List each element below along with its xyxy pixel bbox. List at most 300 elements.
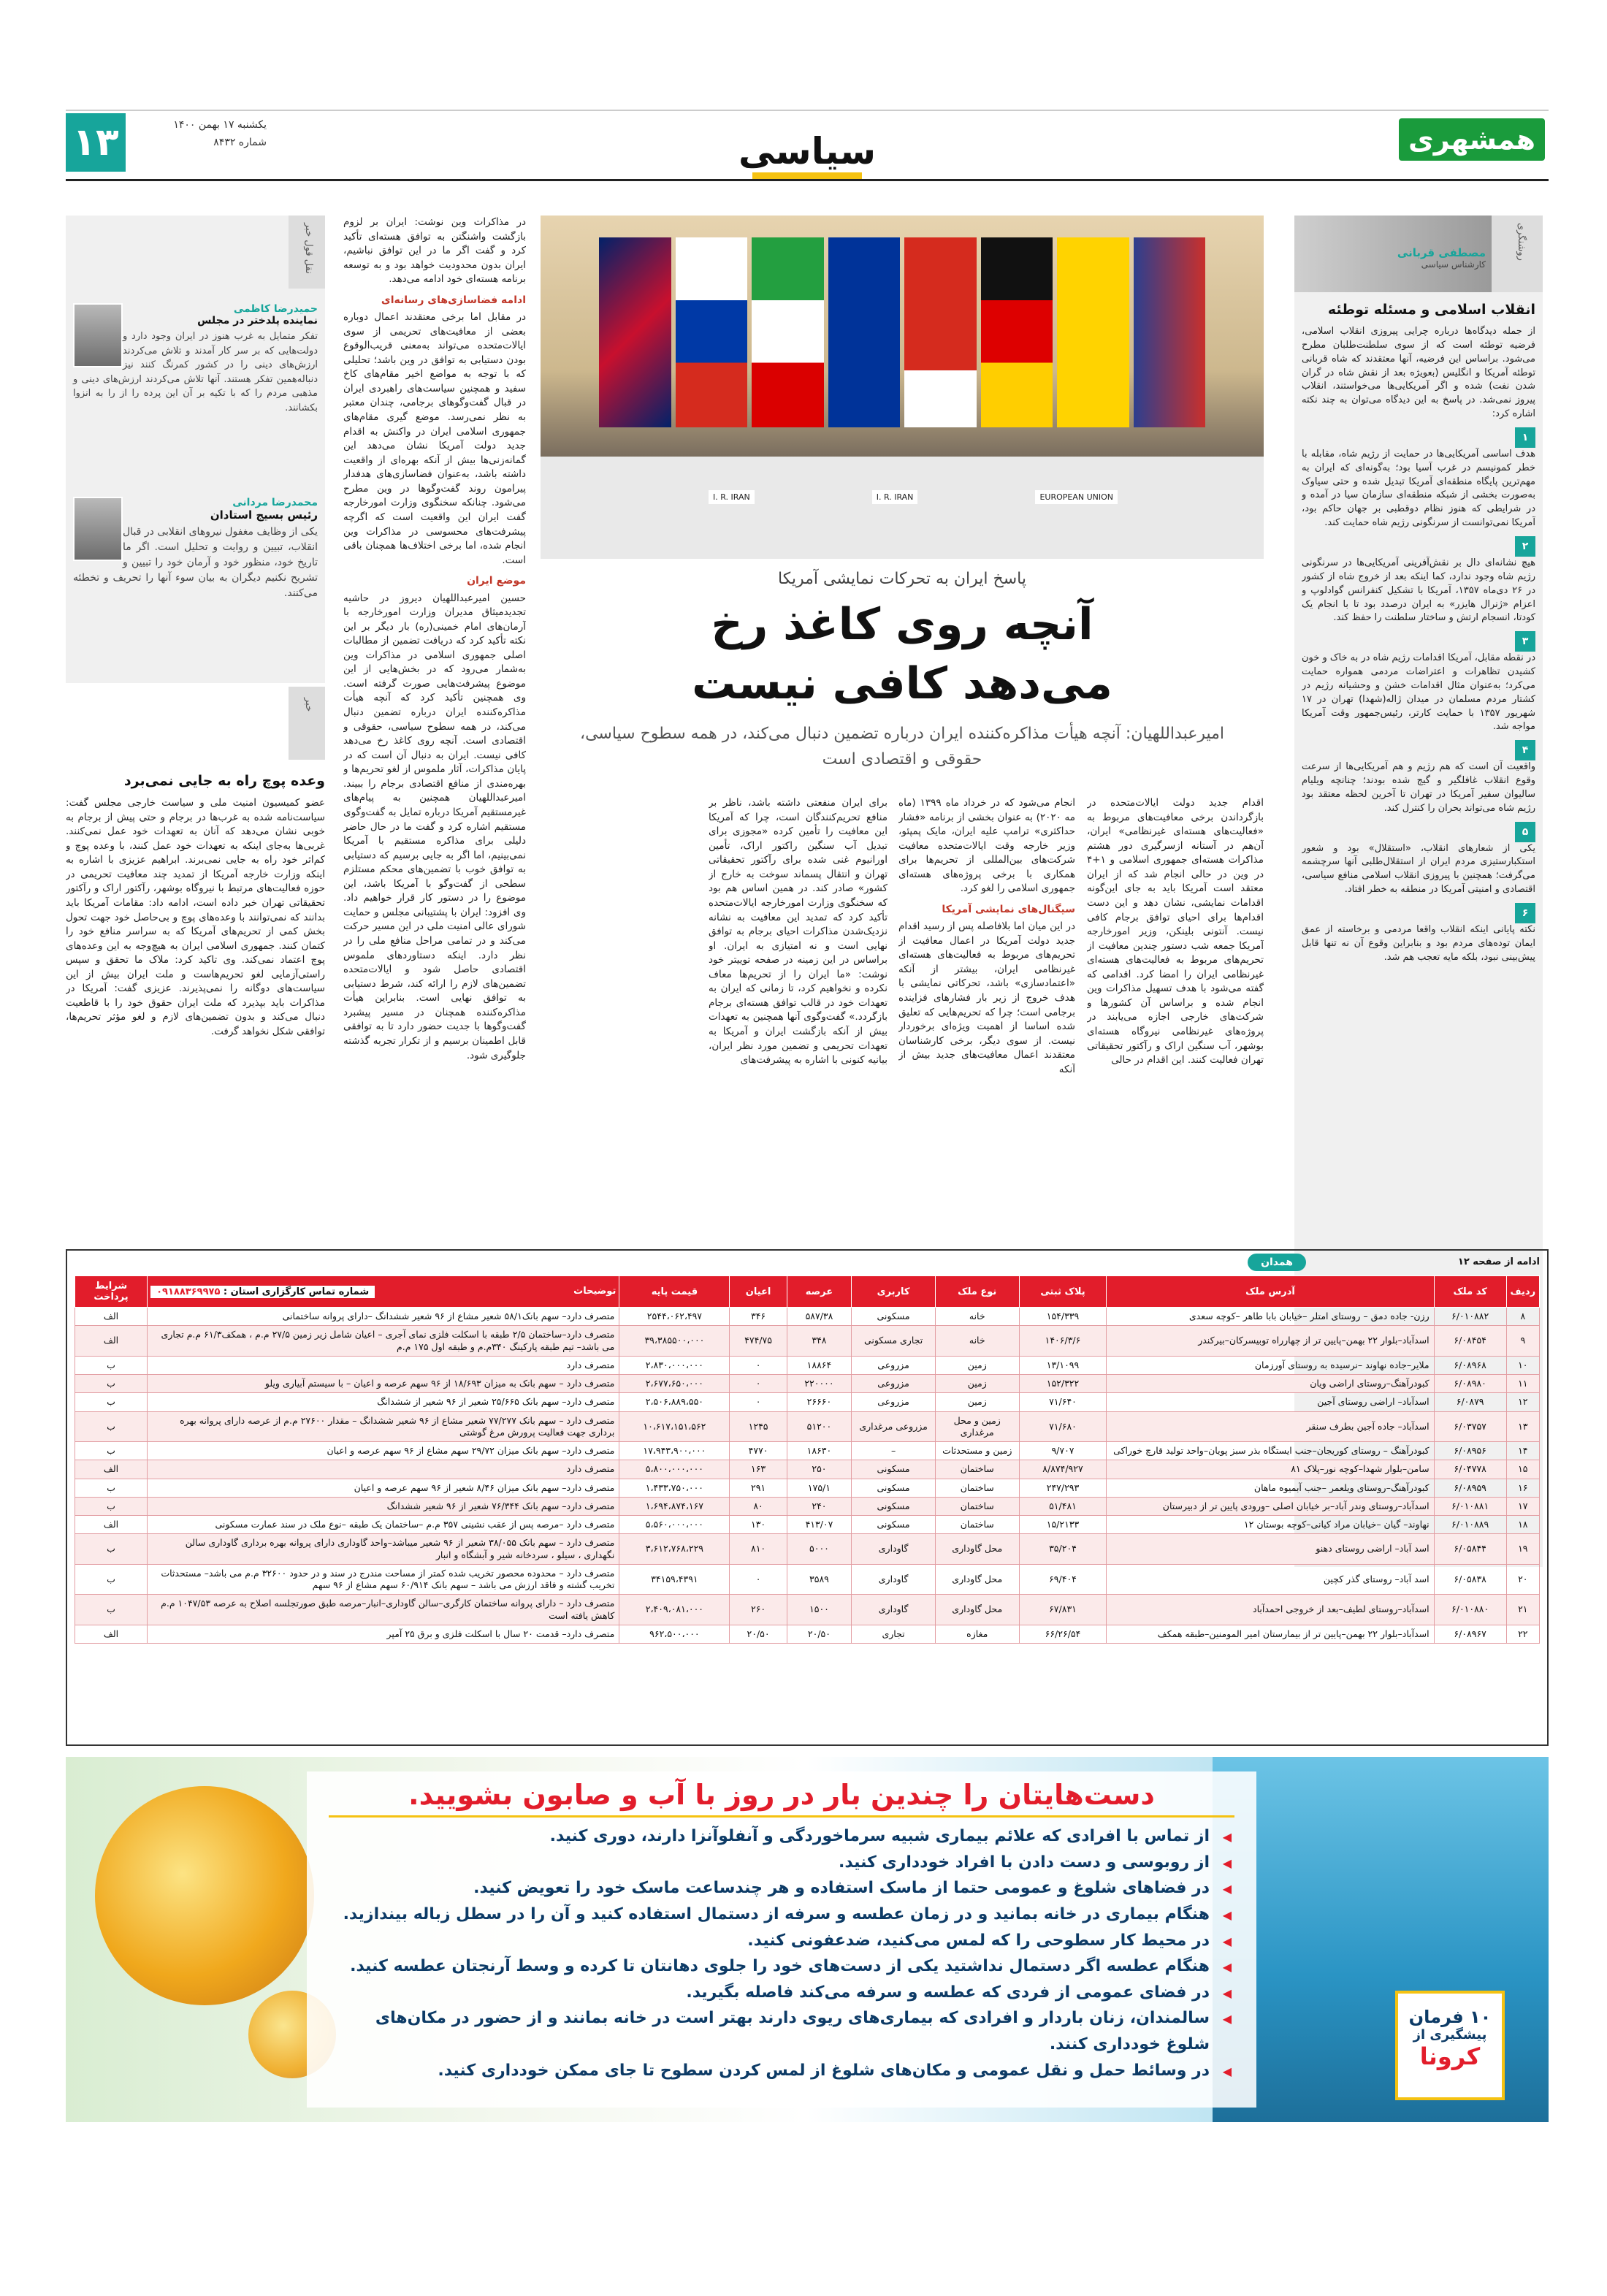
flag-icon xyxy=(1057,237,1129,427)
page-number: ۱۳ xyxy=(72,121,119,164)
table-cell: ۱۸۶۳۰ xyxy=(787,1442,852,1460)
table-row[interactable] xyxy=(75,1411,1540,1442)
table-cell: ۶/۰۳۷۵۷ xyxy=(1434,1411,1506,1442)
table-cell: ۸۱۰ xyxy=(730,1534,787,1565)
table-cell: ۶/۰۸۴۵۴ xyxy=(1434,1326,1506,1357)
table-cell: ۳۵/۲۰۴ xyxy=(1019,1534,1107,1565)
table-cell: ۶/۰۸۹۸۰ xyxy=(1434,1375,1506,1393)
table-cell: – xyxy=(852,1442,936,1460)
table-cell: ۰ xyxy=(730,1356,787,1374)
point-number: ۲ xyxy=(1515,536,1535,557)
table-cell: متصرف دارد – سهم بانک به میزان ۱۸/۶۹۳ از ۹۶ سهم عرصه و اعیان – با سیستم آبیاری ویلو xyxy=(148,1375,619,1393)
table-cell: ۲۱ xyxy=(1506,1595,1539,1625)
table-cell: مسکونی xyxy=(852,1460,936,1479)
banner-inner xyxy=(307,1771,1256,2108)
opinion-point xyxy=(1302,740,1535,815)
table-cell: ب xyxy=(75,1393,148,1411)
point-number: ۴ xyxy=(1515,740,1535,760)
corona-item: ◀ سالمندان، زنان باردار و افرادی که بیماری‌های ریوی دارند بهتر است در خانه بمانند و از حضور در مکان‌های شلوغ خودداری کنند. xyxy=(329,2005,1234,2057)
table-cell: ۲۲ xyxy=(1506,1625,1539,1643)
quote-item xyxy=(73,303,318,415)
corona-item: ◀ در وسائط حمل و نقل عمومی و مکان‌های شلوغ از لمس کردن سطوح تا جای ممکن خودداری کنید. xyxy=(329,2058,1234,2084)
corona-badge xyxy=(1395,1991,1505,2100)
table-cell: ۲،۸۳۰،۰۰۰،۰۰۰ xyxy=(619,1356,730,1374)
table-cell: ۷۱/۶۸۰ xyxy=(1019,1411,1107,1442)
table-cell: ب xyxy=(75,1497,148,1515)
table-cell: ۶۹/۴۰۴ xyxy=(1019,1564,1107,1595)
main-photo[interactable] xyxy=(541,216,1264,559)
table-cell: اسدآباد–روستای لطیف–بعد از خروجی احمدآباد xyxy=(1107,1595,1434,1625)
col-header: پلاک ثبتی xyxy=(1019,1276,1107,1308)
col-header: آدرس ملک xyxy=(1107,1276,1434,1308)
article-text: اقدام جدید دولت ایالات‌متحده در بازگرداندن برخی معافیت‌های مربوط به «فعالیت‌های هسته‌ای غیرنظامی» ایران، آن‌هم در آستانه ازسرگیری دور هشتم مذاکرات هسته‌ای جمهوری اسلامی و ۱+۴ در وین در حالی انجام شد که از ایران معتقد است آمریکا باید به جای این‌گونه اقدامات نمایشی، نشان دهد و این دست اقدام‌ها برای احیای توافق برجام کافی نیست. آنتونی بلینکن، وزیر امورخارجه آمریکا جمعه شب دستور چندین معافیت از تحریم‌های مربوط به فعالیت‌های هسته‌ای غیرنظامی ایران را امضا کرد. اقدامی که گفته می‌شود با هدف تسهیل مذاکرات وین انجام شده و براساس آن کشورها و شرکت‌های خارجی اجازه می‌یابند در پروژه‌های غیرنظامی نیروگاه هسته‌ای بوشهر، آب سنگین اراک و رآکتور تحقیقاتی تهران فعالیت کنند. این اقدام در حالی xyxy=(1087,797,1264,1067)
table-cell: ۱۷ xyxy=(1506,1497,1539,1515)
table-cell: ۳۹،۳۸۵۵۰۰،۰۰۰ xyxy=(619,1326,730,1357)
table-cell: ۱۶ xyxy=(1506,1479,1539,1497)
table-row[interactable] xyxy=(75,1375,1540,1393)
table-cell: متصرف دارد– سهم بانک میزان ۲۹/۷۲ سهم مشاع از ۹۶ سهم عرصه و اعیان xyxy=(148,1442,619,1460)
table-cell: مسکونی xyxy=(852,1308,936,1326)
table-cell: ۶/۰۸۹۵۶ xyxy=(1434,1442,1506,1460)
table-cell: ۶۷/۸۳۱ xyxy=(1019,1595,1107,1625)
table-cell: الف xyxy=(75,1516,148,1534)
table-cell: ۶/۰۸۹۶۸ xyxy=(1434,1356,1506,1374)
table-cell: ۱۳/۱۰۹۹ xyxy=(1019,1356,1107,1374)
table-cell: ۱۲۴۵ xyxy=(730,1411,787,1442)
table-cell: ب xyxy=(75,1442,148,1460)
section-title: سیاسی xyxy=(738,130,877,172)
table-cell: متصرف دارد xyxy=(148,1460,619,1479)
table-cell: ب xyxy=(75,1534,148,1565)
article-subhead: ادامه فضاسازی‌های رسانه‌ای xyxy=(381,294,526,306)
brand-name: همشهری xyxy=(1408,123,1536,156)
col-header: کاربری xyxy=(852,1276,936,1308)
table-cell: ۱،۶۹۴،۸۷۴،۱۶۷ xyxy=(619,1497,730,1515)
table-cell: ۳۴۸ xyxy=(787,1326,852,1357)
article-col-4 xyxy=(343,216,526,1238)
meeting-table xyxy=(541,457,1264,559)
point-text: نکته پایانی اینکه انقلاب واقعا مردمی و برخاسته از عمق ایمان توده‌های مردم بود و بنابراین وقوع آن نه تنها قابل پیش‌بینی نبود، بلکه مایه تعجب هم شد. xyxy=(1302,924,1535,963)
table-cell: ۵۰۰۰ xyxy=(787,1534,852,1565)
table-cell: ۱۸ xyxy=(1506,1516,1539,1534)
nameplate: EUROPEAN UNION xyxy=(1035,490,1118,504)
table-cell: متصرف دارد – دارای پروانه ساختمان کارگری–سالن گاوداری–انبار–مرصه طبق صورتجلسه اصلاح به عرصه ۱۰۴۷/۵۳ م.م کاهش یافته است xyxy=(148,1595,619,1625)
table-cell: زمین xyxy=(935,1356,1019,1374)
table-cell: ۱۰ xyxy=(1506,1356,1539,1374)
news-text: عضو کمیسیون امنیت ملی و سیاست خارجی مجلس گفت: سیاست‌نامه شده به غرب‌ها در برجام و حتی پیش از برجام به خوبی نشان می‌دهد که آنان به تعهدات خود عمل نمی‌کنند. غربی‌ها به‌جای اینکه به تعهدات خود عمل کنند، با وعده پوچ و کم‌اثر خود راه به جایی نمی‌برند. ابراهیم عزیزی با اشاره به اینکه وزارت خارجه آمریکا از تمدید چند معافیت تحریمی در حوزه فعالیت‌های مرتبط با نیروگاه بوشهر، رآکتور اراک و رآکتور تحقیقاتی تهران خبر داده است، ادامه داد: مقامات آمریکا باید بدانند که نمی‌توانند با وعده‌های پوچ و بی‌حاصل خود جهت تحول بخش کمی از تحریم‌های آمریکا که به سراسر منافع خود را کتمان کنند. جمهوری اسلامی ایران به هیچ‌وجه به این وعده‌های پوچ اعتماد نمی‌کند. وی تاکید کرد: ملاک ما تحقق و سپس راستی‌آزمایی لغو تحریم‌هاست و ملت ایران بیش از این سیاست‌های دوگانه را نمی‌پذیرند. عزیزی گفت: آمریکا در مذاکرات باید بپذیرد که ملت ایران حقوق خود را با قاطعیت دنبال می‌کند و بدون تضمین‌های لازم و لغو مؤثر تحریم‌ها، توافقی شکل نخواهد گرفت. xyxy=(66,797,325,1037)
table-cell: اسدآباد– اراضی روستای آجین xyxy=(1107,1393,1434,1411)
table-cell: ساختمان xyxy=(935,1460,1019,1479)
issue-date: یکشنبه ۱۷ بهمن ۱۴۰۰ xyxy=(173,119,267,131)
page-number-box xyxy=(66,113,126,172)
opinion-point xyxy=(1302,631,1535,734)
table-cell: ب xyxy=(75,1375,148,1393)
corona-item: ◀ در محیط کار سطوحی را که لمس می‌کنید، ضدعفونی کنید. xyxy=(329,1928,1234,1954)
table-cell: ۲۵۰ xyxy=(787,1460,852,1479)
table-cell: ۱۵۴/۳۳۹ xyxy=(1019,1308,1107,1326)
col-header: ردیف xyxy=(1506,1276,1539,1308)
table-row[interactable] xyxy=(75,1460,1540,1479)
table-cell: نهاوند– گیان –خیابان مراد کیانی–کوچه بوستان ۱۲ xyxy=(1107,1516,1434,1534)
author-role: کارشناس سیاسی xyxy=(1421,259,1486,270)
virus-illustration xyxy=(95,1786,314,2005)
table-cell: ۸۰ xyxy=(730,1497,787,1515)
table-cell: ۱۵ xyxy=(1506,1460,1539,1479)
table-cell: ۵،۵۶۰،۰۰۰،۰۰۰ xyxy=(619,1516,730,1534)
table-cell: زمین xyxy=(935,1393,1019,1411)
table-row[interactable] xyxy=(75,1442,1540,1460)
table-row[interactable] xyxy=(75,1497,1540,1515)
table-cell: ۶۶/۲۶/۵۴ xyxy=(1019,1625,1107,1643)
opinion-point xyxy=(1302,536,1535,625)
table-cell: ۶/۰۱۰۸۸۱ xyxy=(1434,1497,1506,1515)
table-row[interactable] xyxy=(75,1479,1540,1497)
table-cell: متصرف دارد –مرصه پس از عقب نشینی ۳۵۷ م.م –ساختمان یک طبقه –نوع ملک در سند عمارت مسکونی xyxy=(148,1516,619,1534)
table-cell: مغازه xyxy=(935,1625,1019,1643)
table-row[interactable] xyxy=(75,1534,1540,1565)
table-cell: ۳۴۱۵۹،۴۳۹۱ xyxy=(619,1564,730,1595)
news-label: خبر xyxy=(303,698,314,712)
table-row[interactable] xyxy=(75,1595,1540,1625)
table-header-row xyxy=(75,1276,1540,1308)
table-cell: متصرف دارد xyxy=(148,1356,619,1374)
opinion-label-box xyxy=(1492,216,1543,292)
table-cell: ۹ xyxy=(1506,1326,1539,1357)
table-cell: ۵۱/۴۸۱ xyxy=(1019,1497,1107,1515)
table-row[interactable] xyxy=(75,1564,1540,1595)
table-cell: ۴۷۷۰ xyxy=(730,1442,787,1460)
opinion-label: روشنگری xyxy=(1516,223,1527,261)
table-cell: محل گاوداری xyxy=(935,1534,1019,1565)
table-cell: ۳،۶۱۲،۷۶۸،۲۲۹ xyxy=(619,1534,730,1565)
table-cell: ۱۳۰ xyxy=(730,1516,787,1534)
property-table xyxy=(75,1275,1540,1644)
table-cell: ۵۸۷/۳۸ xyxy=(787,1308,852,1326)
quote-avatar xyxy=(73,497,123,561)
table-cell: ۶/۰۸۹۵۹ xyxy=(1434,1479,1506,1497)
table-cell: مزروعی xyxy=(852,1356,936,1374)
table-cell: ۱۴ xyxy=(1506,1442,1539,1460)
table-cell: ساختمان xyxy=(935,1516,1019,1534)
table-cell: ۱۵۲/۳۲۲ xyxy=(1019,1375,1107,1393)
corona-banner xyxy=(66,1757,1549,2122)
table-cell: ۱۰،۶۱۷،۱۵۱،۵۶۲ xyxy=(619,1411,730,1442)
table-cell: خانه xyxy=(935,1308,1019,1326)
phone-box xyxy=(150,1286,375,1298)
table-cell: ۲،۴۰۹،۰۸۱،۰۰۰ xyxy=(619,1595,730,1625)
flag-icon xyxy=(1134,237,1206,427)
col-header: شرایط پرداخت xyxy=(75,1276,148,1308)
flag-icon xyxy=(599,237,671,427)
table-cell: ۰ xyxy=(730,1564,787,1595)
table-cell: ۲،۶۷۷،۶۵۰،۰۰۰ xyxy=(619,1375,730,1393)
table-cell: ۳۴۶ xyxy=(730,1308,787,1326)
issue-number: شماره ۸۴۳۲ xyxy=(213,136,267,148)
table-cell: ب xyxy=(75,1356,148,1374)
table-row[interactable] xyxy=(75,1393,1540,1411)
table-cell: متصرف دارد– سهم بانک۵۸/۱ شعیر مشاع از ۹۶ شعیر ششدانگ –دارای پروانه ساختمانی xyxy=(148,1308,619,1326)
point-text: واقعیت آن است که هم رژیم و هم آمریکایی‌ها از سرعت وقوع انقلاب غافلگیر و گیج شده بودند؛ چنانچه ویلیام سالیوان سفیر آمریکا در تهران تا آخرین لحظه معتقد بود رژیم شاه می‌تواند بحران را کنترل کند. xyxy=(1302,761,1535,814)
table-cell: متصرف دارد– قدمت ۲۰ سال با اسکلت فلزی و برق ۲۵ آمپر xyxy=(148,1625,619,1643)
corona-item: ◀ هنگام بیماری در خانه بمانید و در زمان عطسه و سرفه از دستمال استفاده کنید و آن را در سطل زباله بیندازید. xyxy=(329,1902,1234,1928)
table-cell: متصرف دارد – سهم بانک ۷۷/۲۷۷ شعیر مشاع از ۹۶ شعیر ششدانگ – مقدار ۲۷۶۰۰ م.م از عرصه دارای پروانه بهره برداری جهت فعالیت پرورش مرغ گوشتی xyxy=(148,1411,619,1442)
table-cell: ۱۶۳ xyxy=(730,1460,787,1479)
table-cell: ب xyxy=(75,1595,148,1625)
masthead xyxy=(66,110,1549,111)
table-cell: اسد آباد– اراضی روستای دهنو xyxy=(1107,1534,1434,1565)
table-cell: تجاری xyxy=(852,1625,936,1643)
opinion-point xyxy=(1302,903,1535,965)
point-text: یکی از شعارهای انقلاب، «استقلال» بود و شعور استکبارستیزی مردم ایران از استقلال‌طلبی آنها سرچشمه می‌گرفت؛ همچنین با پیروزی انقلاب اسلامی منافع سیاسی، اقتصادی و امنیتی آمریکا در منطقه به خطر افتاد. xyxy=(1302,842,1535,896)
table-cell: ۲،۵۰۶،۸۸۹،۵۵۰ xyxy=(619,1393,730,1411)
table-cell: ۱،۴۳۳،۷۵۰،۰۰۰ xyxy=(619,1479,730,1497)
table-cell: ساختمان xyxy=(935,1479,1019,1497)
corona-item: ◀ هنگام عطسه اگر دستمال نداشتید یکی از دست‌های خود را جلوی دهانتان تا کرده و وسط آرنجتان عطسه کنید. xyxy=(329,1953,1234,1980)
table-cell: ب xyxy=(75,1564,148,1595)
table-cell: الف xyxy=(75,1625,148,1643)
phone-number[interactable]: ۰۹۱۸۸۳۶۹۹۷۵ xyxy=(156,1286,221,1297)
table-cell: ۰ xyxy=(730,1393,787,1411)
table-cell: زمین و محل مرغداری xyxy=(935,1411,1019,1442)
table-cell: ۱۸۸۶۴ xyxy=(787,1356,852,1374)
table-row[interactable] xyxy=(75,1356,1540,1374)
table-cell: متصرف دارد– سهم بانک ۷۶/۳۴۴ شعیر از ۹۶ شعیر ششدانگ xyxy=(148,1497,619,1515)
corona-item: ◀ از تماس با افرادی که علائم بیماری شبیه سرماخوردگی و آنفلوآنزا دارند، دوری کنید. xyxy=(329,1823,1234,1850)
quotes-label-box xyxy=(289,216,325,289)
province-badge: همدان xyxy=(1248,1254,1306,1271)
article-text: حسین امیرعبداللهیان دیروز در حاشیه تجدیدمیثاق مدیران وزارت امورخارجه با آرمان‌های امام خمینی(ره) بار دیگر بر این نکته تأکید کرد که دریافت تضمین از مطالبات اصلی جمهوری اسلامی در مذاکرات وین به‌شمار می‌رود که در بخش‌هایی از این موضوع پیشرفت‌هایی صورت گرفته است. وی همچنین تأکید کرد که آنچه هیأت مذاکره‌کننده ایران درباره تضمین دنبال می‌کند، در همه سطوح سیاسی، حقوقی و اقتصادی است. آنچه روی کاغذ رخ می‌دهد کافی نیست. ایران به دنبال آن است که در پایان مذاکرات، آثار ملموس از لغو تحریم‌ها و بهره‌مندی از منافع اقتصادی برجام را ببیند. امیرعبداللهیان همچنین به پیام‌های غیرمستقیم آمریکا درباره تمایل به گفت‌وگوی مستقیم اشاره کرد و گفت ما در حال حاضر دلیلی برای مذاکره مستقیم با آمریکا نمی‌بینیم، اما اگر به جایی برسیم که دستیابی به توافق خوب با تضمین‌های محکم مستلزم سطحی از گفت‌وگو با آمریکا باشد، این موضوع را در دستور کار قرار خواهیم داد. وی افزود: ایران با پشتیبانی مجلس و حمایت شورای عالی امنیت ملی در این مسیر حرکت می‌کند و در تمامی مراحل منافع ملی را در نظر دارد. اینکه دستاوردهای ملموس اقتصادی حاصل شود و ایالات‌متحده تضمین‌های لازم را ارائه کند، شرط دستیابی به توافق نهایی است. بنابراین هیأت مذاکره‌کننده همچنان در مسیر پیشبرد گفت‌وگوها با جدیت حضور دارد تا به توافقی قابل اطمینان برسیم و از تکرار تجربه گذشته جلوگیری شود. xyxy=(343,592,526,1061)
table-cell: ۰ xyxy=(730,1375,787,1393)
quote-item xyxy=(73,497,318,601)
table-cell: ۲۶۰ xyxy=(730,1595,787,1625)
article-text: انجام می‌شود که در خرداد ماه ۱۳۹۹ (ماه مه ۲۰۲۰) به عنوان بخشی از برنامه «فشار حداکثری» ترامپ علیه ایران، مایک پمپئو، وزیر خارجه وقت ایالات‌متحده معافیت شرکت‌های بین‌المللی از تحریم‌ها برای همکاری با برخی پروژه‌های هسته‌ای جمهوری اسلامی را لغو کرد. xyxy=(898,797,1075,895)
table-row[interactable] xyxy=(75,1516,1540,1534)
table-row[interactable] xyxy=(75,1308,1540,1326)
article-col-3 xyxy=(709,796,888,1235)
point-text: هدف اساسی آمریکایی‌ها در حمایت از رژیم شاه، مقابله با خطر کمونیسم در غرب آسیا بود؛ به‌گونه‌ای که ایران به مهم‌ترین پایگاه منطقه‌ای آمریکا تبدیل شده و حتی سیاوک به‌صورت بخشی از شبکه منطقه‌ای سازمان سیا در آمده و در شرایطی که هنوز نظام دوقطبی بر جهان حاکم بود، آمریکا نمی‌توانست از سرنگونی رژیم شاه حمایت کند. xyxy=(1302,448,1535,529)
flag-icon xyxy=(676,237,748,427)
nameplate: I. R. IRAN xyxy=(872,490,918,504)
ads-top-row xyxy=(75,1255,1540,1275)
table-cell: ۱۱ xyxy=(1506,1375,1539,1393)
badge-line: کرونا xyxy=(1419,2043,1481,2070)
table-cell: ۶/۰۵۸۳۸ xyxy=(1434,1564,1506,1595)
table-cell: ۴۷۴/۷۵ xyxy=(730,1326,787,1357)
news-title[interactable]: وعده پوچ راه به جایی نمی‌برد xyxy=(123,773,325,789)
table-row[interactable] xyxy=(75,1625,1540,1643)
ads-continued: ادامه از صفحه ۱۲ xyxy=(1457,1256,1540,1267)
kicker: پاسخ ایران به تحرکات نمایشی آمریکا xyxy=(778,570,1026,588)
table-cell: اسدآباد– جاده آجین بطرف سنقر xyxy=(1107,1411,1434,1442)
table-cell: اسدآباد–بلوار ۲۲ بهمن–پایین تر از چهارراه توبیسرکان–بیرکندر xyxy=(1107,1326,1434,1357)
col-header: اعیان xyxy=(730,1276,787,1308)
col-header: نوع ملک xyxy=(935,1276,1019,1308)
header-rule xyxy=(66,179,1549,181)
table-cell: ۹۶۲،۵۰۰،۰۰۰ xyxy=(619,1625,730,1643)
table-cell: کبودرآهنگ – روستای کوریجان–جنب ایستگاه بذر سبز پویان–واحد تولید قارچ خوراکی xyxy=(1107,1442,1434,1460)
table-cell: ملایر–جاده نهاوند –نرسیده به روستای آورزمان xyxy=(1107,1356,1434,1374)
corona-title: دست‌هایتان را چندین بار در روز با آب و صابون بشویید. xyxy=(329,1771,1234,1818)
headline-block xyxy=(541,570,1264,772)
table-cell: الف xyxy=(75,1326,148,1357)
article-col-1 xyxy=(1087,796,1264,1235)
table-cell: متصرف دارد– سهم بانک میزان ۸/۴۶ شعیر از ۹۶ سهم عرصه و اعیان xyxy=(148,1479,619,1497)
nameplate: I. R. IRAN xyxy=(709,490,755,504)
table-cell: ۶/۰۱۰۸۸۲ xyxy=(1434,1308,1506,1326)
flag-icon xyxy=(904,237,977,427)
table-cell: ۴۱۳/۰۷ xyxy=(787,1516,852,1534)
news-box xyxy=(66,687,325,1242)
table-cell: مسکونی xyxy=(852,1497,936,1515)
badge-line: ۱۰ فرمان xyxy=(1408,2007,1492,2027)
opinion-point xyxy=(1302,427,1535,530)
quotes-column xyxy=(66,216,325,683)
nameplates xyxy=(709,490,1118,504)
opinion-point xyxy=(1302,822,1535,897)
ads-section xyxy=(66,1249,1549,1746)
flag-icon xyxy=(828,237,901,427)
table-cell: ۱۷،۹۴۳،۹۰۰،۰۰۰ xyxy=(619,1442,730,1460)
table-cell: سامن–بلوار شهدا–کوچه نور–پلاک ۸۱ xyxy=(1107,1460,1434,1479)
table-cell: ۲۵۴۴،۰۶۲،۴۹۷ xyxy=(619,1308,730,1326)
table-cell: متصرف دارد– سهم بانک ۲۵/۶۶۵ شعیر از ۹۶ شعیر از ششدانگ xyxy=(148,1393,619,1411)
table-cell: ۵،۸۰۰،۰۰۰،۰۰۰ xyxy=(619,1460,730,1479)
section-title-box xyxy=(738,130,877,175)
point-text: هیچ نشانه‌ای دال بر نقش‌آفرینی آمریکایی‌ها در سرنگونی رژیم شاه وجود ندارد، کما اینکه بعد از خروج شاه از کشور در ۲۶ دی‌ماه ۱۳۵۷، آمریکا با تشکیل کنفرانس گوادلوپ و اعزام «ژنرال هایزر» به ایران درصدد بود تا با انجام یک کودتا، انسجام ارتش و ساختار سلطنت را حفظ کند. xyxy=(1302,557,1535,624)
table-cell: ۲۴۷/۲۹۳ xyxy=(1019,1479,1107,1497)
point-number: ۶ xyxy=(1515,903,1535,923)
table-cell: ۸/۸۷۴/۹۲۷ xyxy=(1019,1460,1107,1479)
table-cell: ۱۲ xyxy=(1506,1393,1539,1411)
point-number: ۵ xyxy=(1515,822,1535,842)
article-text: در این میان اما بلافاصله پس از رسید اقدام جدید دولت آمریکا در اعمال معافیت از تحریم‌های مربوط به فعالیت‌های هسته‌ای غیرنظامی ایران، بیشتر از آنکه «اعتماد‌سازی» باشد، تحرکاتی نمایشی با هدف خروج از زیر بار فشارهای فزاینده برجامی است؛ چرا که تحریم‌هایی که تعلیق شده اساسا از اهمیت ویژه‌ای برخوردار نیست. از سوی دیگر، برخی کارشناسان معتقدند اعمال معافیت‌های جدید بیش از آنکه xyxy=(898,920,1075,1075)
opinion-body xyxy=(1302,302,1535,965)
quote-role: رئیس بسیج استادان xyxy=(210,508,318,522)
quote-text: یکی از وظایف مغفول نیروهای انقلابی در قبال انقلاب، تبیین و روایت و تحلیل است. اگر ما تاریخ خود، منظور خود و آرمان خود را تبیین و تشریح نکنیم دیگران به بیان سوء آنها را تحریف و تخطئه می‌کنند. xyxy=(73,526,318,599)
table-cell: ۲۰ xyxy=(1506,1564,1539,1595)
table-cell: ب xyxy=(75,1411,148,1442)
table-cell: گاوداری xyxy=(852,1564,936,1595)
col-header xyxy=(148,1276,619,1308)
table-cell: رزن- جاده دمق – روستای امتلر –خیابان بابا طاهر –کوچه سعدی xyxy=(1107,1308,1434,1326)
table-cell: ۸ xyxy=(1506,1308,1539,1326)
phone-label: شماره تماس کارگزاری استان : xyxy=(223,1286,370,1297)
table-cell: مزروعی مرغداری xyxy=(852,1411,936,1442)
table-cell: کبودرآهنگ–روستای ویلعمر –جنب آبمیوه ماهان xyxy=(1107,1479,1434,1497)
col-header: قیمت پایه xyxy=(619,1276,730,1308)
article-subhead: سیگنال‌های نمایشی آمریکا xyxy=(942,903,1075,915)
table-cell: ۲۰/۵۰ xyxy=(730,1625,787,1643)
table-cell: ۶/۰۸۹۶۷ xyxy=(1434,1625,1506,1643)
corona-item: ◀ از روبوسی و دست دادن با افراد خودداری کنید. xyxy=(329,1850,1234,1876)
table-cell: ۱۳ xyxy=(1506,1411,1539,1442)
col-header-title: توضیحات xyxy=(573,1285,617,1297)
table-cell: ۲۶۶۶۰ xyxy=(787,1393,852,1411)
table-cell: مسکونی xyxy=(852,1516,936,1534)
author-name: مصطفی قربانی xyxy=(1397,246,1486,259)
table-cell: ۱۵۰۰ xyxy=(787,1595,852,1625)
article-text: برای ایران منفعتی داشته باشد، ناظر بر منافع تحریم‌کنندگان است، چرا که آمریکا این معافیت را تأمین کرده «مجوزی برای تبدیل آب سنگین راکتور اراک، تأمین اورانیوم غنی شده برای رآکتور تحقیقاتی تهران و انتقال پسماند سوخت به خارج از کشور» صادر کند. در همین اساس هم بود که سخنگوی وزارت امورخارجه ایالات‌متحده تأکید کرد که تمدید این معافیت به نشانه نزدیک‌شدن مذاکرات احیای برجام به توافق نهایی است و نه امتیازی به ایران. او براساس در این زمینه در صفحه توییتر خود نوشت: «ما ایران را از تحریم‌ها معاف نکرده و نخواهیم کرد، تا زمانی که ایران به تعهدات خود در قالب توافق هسته‌ای برجام بازگردد.» گفت‌وگوی آنها همچنین به تعهدات بیش از آنکه بازگشت ایران و آمریکا به تعهدات تحریمی و تضمین مورد نظر ایران، بیانیه کنونی با اشاره به پیشرفت‌های xyxy=(709,797,888,1067)
table-cell: متصرف دارد – محدوده محصور تخریب شده کمتر از مساحت مندرج در سند و در حدود ۳۲۶۰۰ م.م می باشد– مستحدثات تخریب گشته و فاقد ارزش می باشد – سهم بانک ۶۰/۹۱۴ سهم مشاع از ۹۶ سهم xyxy=(148,1564,619,1595)
table-cell: ۲۰/۵۰ xyxy=(787,1625,852,1643)
quote-avatar xyxy=(73,303,123,367)
table-cell: ۲۹۱ xyxy=(730,1479,787,1497)
badge-line: پیشگیری از xyxy=(1413,2027,1487,2043)
table-cell: ۲۴۰ xyxy=(787,1497,852,1515)
table-cell: الف xyxy=(75,1460,148,1479)
flags-row xyxy=(599,237,1205,427)
article-col-2 xyxy=(898,796,1075,1235)
table-cell: ۱۷۵/۱ xyxy=(787,1479,852,1497)
table-cell: مزروعی xyxy=(852,1375,936,1393)
table-cell: ۲۲۰۰۰۰ xyxy=(787,1375,852,1393)
table-cell: کبودرآهنگ–روستای اراضی ویان xyxy=(1107,1375,1434,1393)
article-text: در مقابل اما برخی معتقدند اعمال دوباره بعضی از معافیت‌های تحریمی از سوی ایالات‌متحده می‌تواند به‌معنی قریب‌الوقوع بودن دستیابی به توافق در وین باشد؛ تحلیلی که با توجه به مواضع اخیر مقام‌های کاخ سفید و همچنین سیاست‌های راهبردی ایران در قبال گفت‌وگوهای برجامی، چندان معتبر به نظر نمی‌رسد. موضع گیری مقام‌های جمهوری اسلامی ایران در واکنش به اقدام جدید دولت آمریکا نشان می‌دهد این گمانه‌زنی‌ها بیش از آنکه بهره‌ای از واقعیت داشته باشد، به‌عنوان فضاسازی‌های هدفدار پیرامون روند گفت‌وگوها در وین مطرح می‌شود. چنانکه سخنگوی وزارت امورخارجه گفت ایران این واقعیت است که اگرچه پیشرفت‌های محسوسی در مذاکرات وین انجام شده، اما برخی اختلاف‌ها همچنان باقی است. xyxy=(343,311,526,566)
opinion-title: انقلاب اسلامی و مسئله توطئه xyxy=(1327,302,1535,318)
col-header: عرصه xyxy=(787,1276,852,1308)
news-label-box xyxy=(289,687,325,760)
quote-role: نماینده پلدختر در مجلس xyxy=(197,315,318,327)
table-cell: ۶/۰۱۰۸۸۰ xyxy=(1434,1595,1506,1625)
table-cell: ۵۱۲۰۰ xyxy=(787,1411,852,1442)
table-cell: زمین xyxy=(935,1375,1019,1393)
table-cell: اسد آباد– روستای گذر کچین xyxy=(1107,1564,1434,1595)
table-cell: ۹/۷۰۷ xyxy=(1019,1442,1107,1460)
point-number: ۱ xyxy=(1515,427,1535,448)
quote-name: حمیدرضا کاظمی xyxy=(233,303,318,315)
table-cell: گاوداری xyxy=(852,1595,936,1625)
table-cell: محل گاوداری xyxy=(935,1564,1019,1595)
corona-list xyxy=(307,1818,1256,2083)
table-cell: مزروعی xyxy=(852,1393,936,1411)
table-cell: ۳۵۸۹ xyxy=(787,1564,852,1595)
table-cell: متصرف دارد–ساختمان ۲/۵ طبقه با اسکلت فلزی نمای آجری – اعیان شامل زیر زمین ۲۷/۵ م.م ، همکف۶۱/۳ م.م تجاری می باشد– تیم طبقه پارکینگ ۳۴۰م.م و طبقه اول ۱۷۵ م.م xyxy=(148,1326,619,1357)
table-row[interactable] xyxy=(75,1326,1540,1357)
table-cell: زمین و مستحدثات xyxy=(935,1442,1019,1460)
quote-text: تفکر متمایل به غرب هنوز در ایران وجود دارد و دولت‌هایی که بر سر کار آمدند و تلاش می‌کردند ارزش‌های دینی را در کشور کمرنگ کنند نیز دنباله‌همین تفکر هستند. آنها تلاش می‌کردند ارزش‌های دینی و مذهبی مردم را که با تکیه بر آن این پرده را از را به انزوا بکشانند. xyxy=(73,331,318,413)
lead: امیرعبداللهیان: آنچه هیأت مذاکره‌کننده ایران درباره تضمین دنبال می‌کند، در همه سطوح سیاسی، حقوقی و اقتصادی است xyxy=(579,725,1225,769)
table-cell: گاوداری xyxy=(852,1534,936,1565)
table-cell: ۶/۰۸۷۹ xyxy=(1434,1393,1506,1411)
table-cell: محل گاوداری xyxy=(935,1595,1019,1625)
table-cell: الف xyxy=(75,1308,148,1326)
flag-icon xyxy=(752,237,824,427)
corona-item: ◀ در فضاهای شلوغ و عمومی حتما از ماسک استفاده و هر چندساعت ماسک خود را تعویض کنید. xyxy=(329,1875,1234,1902)
headline[interactable]: آنچه روی کاغذ رخ می‌دهد کافی نیست xyxy=(692,599,1112,709)
table-cell: متصرف دارد – سهم بانک ۳۸/۰۵۵ شعیر از ۹۶ شعیر میباشد–واحد گاوداری دارای پروانه بهره برداری گاوداری سالن نگهداری ، سیلو ، سردخانه شیر و آبشگاه و انبار xyxy=(148,1534,619,1565)
brand-logo[interactable] xyxy=(1399,118,1545,161)
table-cell: ب xyxy=(75,1479,148,1497)
table-cell: ۱۹ xyxy=(1506,1534,1539,1565)
point-number: ۳ xyxy=(1515,631,1535,652)
issue-info xyxy=(135,117,267,152)
article-text: در مذاکرات وین نوشت: ایران بر لزوم بازگشت واشنگتن به توافق هسته‌ای تأکید کرد و گفت اگر ما در این توافق نباشیم، ایران بدون محدودیت خواهد بود و به توسعه برنامه هسته‌ای خود ادامه می‌دهد. xyxy=(343,216,526,286)
opinion-intro: از جمله دیدگاه‌ها درباره چرایی پیروزی انقلاب اسلامی، فرضیه توطئه است که از سوی سلطنت‌طلبان مطرح می‌شود. براساس این فرضیه، آنها معتقدند که شاه قربانی توطئه آمریکا و انگلیس (بعویژه بعد از نقش شاه در گران شدن نفت) شده و اگر آمریکایی‌ها می‌خواستند، انقلاب پیروز نمی‌شد. در پاسخ به این دیدگاه می‌توان به چند نکته اشاره کرد: xyxy=(1302,326,1535,420)
table-cell: اسدآباد–روستای وندر آباد–بر خیابان اصلی –ورودی پایین تر از دبیرستان xyxy=(1107,1497,1434,1515)
table-cell: مسکونی xyxy=(852,1479,936,1497)
table-cell: ۱۴۰۶/۳/۶ xyxy=(1019,1326,1107,1357)
table-cell: ۷۱/۶۴۰ xyxy=(1019,1393,1107,1411)
flag-icon xyxy=(981,237,1053,427)
article-subhead: موضع ایران xyxy=(467,575,526,587)
table-cell: ۶/۰۱۰۸۸۹ xyxy=(1434,1516,1506,1534)
table-cell: ۶/۰۵۸۴۴ xyxy=(1434,1534,1506,1565)
table-cell: ۶/۰۴۷۷۸ xyxy=(1434,1460,1506,1479)
author-info xyxy=(1397,246,1486,270)
corona-item: ◀ در فضای عمومی از فردی که عطسه و سرفه می‌کند فاصله بگیرید. xyxy=(329,1980,1234,2006)
quote-name: محمدرضا مردانی xyxy=(232,497,318,508)
table-cell: ساختمان xyxy=(935,1497,1019,1515)
